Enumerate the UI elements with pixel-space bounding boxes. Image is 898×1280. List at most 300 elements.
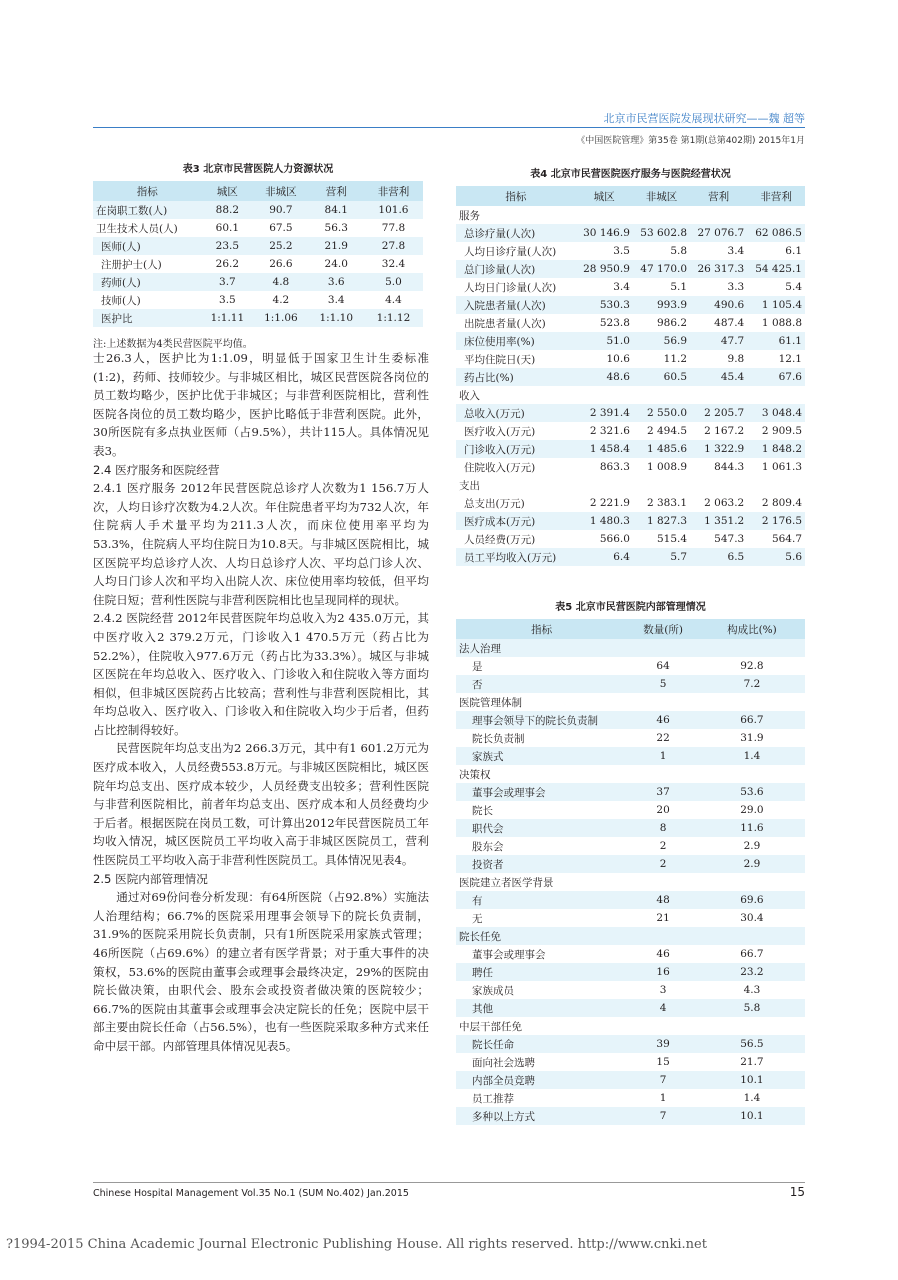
cell-value: 61.1 <box>747 332 805 350</box>
table-row <box>456 1035 805 1053</box>
cell-value <box>699 693 805 711</box>
row-label: 法人治理 <box>456 639 627 657</box>
row-label: 人均日诊疗量(人次) <box>464 245 557 258</box>
cell-value: 66.7 <box>740 948 764 960</box>
row-label: 其他 <box>456 999 627 1017</box>
column-header: 指标 <box>456 186 576 206</box>
cell-value: 26.2 <box>215 258 240 270</box>
row-label: 入院患者量(人次) <box>456 296 576 314</box>
cell-value: 62 086.5 <box>747 224 805 242</box>
cell-value: 10.6 <box>606 353 630 365</box>
table-row <box>456 440 805 458</box>
cell-value: 9.8 <box>727 353 745 365</box>
cell-value <box>633 386 690 404</box>
table-row <box>93 291 423 309</box>
cell-value: 21.7 <box>740 1056 764 1068</box>
row-label: 注册护士(人) <box>101 258 162 271</box>
cell-value: 3.5 <box>219 294 236 306</box>
cell-value: 3 <box>659 984 667 996</box>
row-label: 决策权 <box>459 768 491 781</box>
cell-value: 7.2 <box>699 675 805 693</box>
cell-value: 986.2 <box>657 317 688 329</box>
table-row <box>93 273 423 291</box>
cell-value: 1 848.2 <box>747 440 805 458</box>
cell-value <box>576 386 633 404</box>
cell-value: 31.9 <box>740 732 764 744</box>
cell-value: 16 <box>627 963 698 981</box>
row-label: 医院建立者医学背景 <box>459 876 554 889</box>
paragraph: 民营医院年均总支出为2 266.3万元，其中有1 601.2万元为医疗成本收入，人员经费553.8万元。与非城区医院相比，城区医院年均总支出、医疗成本较少，人员经费支出较多；营利性医院与非营利医院相比，前者年均总支出、医疗成本和人员经费均少于后者。根据医院在岗员工数，可计算出2012年民营医院员工年均收入情况，城区医院员工平均收入高于非城区医院员工，营利性医院员工平均收入高于非营利性医院员工。具体情况见表4。 <box>93 741 429 868</box>
cell-value: 56.9 <box>633 332 690 350</box>
cell-value <box>747 476 805 494</box>
cell-value: 10.1 <box>699 1107 805 1125</box>
cell-value <box>627 1017 698 1035</box>
row-label: 理事会领导下的院长负责制 <box>456 711 627 729</box>
cell-value: 46 <box>656 948 670 960</box>
row-label: 职代会 <box>456 819 627 837</box>
table-row <box>456 639 805 657</box>
table-row <box>456 476 805 494</box>
column-header: 非营利 <box>747 186 805 206</box>
cell-value: 5.0 <box>364 273 423 291</box>
cell-value: 20 <box>656 804 670 816</box>
row-label: 投资者 <box>456 855 627 873</box>
table-row <box>456 927 805 945</box>
cell-value: 4.4 <box>385 294 402 306</box>
cell-value: 24.0 <box>324 258 348 270</box>
row-label: 医疗收入(万元) <box>464 425 536 438</box>
running-header-title: 北京市民营医院发展现状研究——魏 超等 <box>603 112 805 125</box>
cell-value: 6.4 <box>576 548 633 566</box>
column-header: 非城区 <box>253 181 308 201</box>
row-label: 支出 <box>456 476 576 494</box>
cell-value: 45.4 <box>690 368 747 386</box>
cell-value: 48 <box>627 891 698 909</box>
row-label: 总支出(万元) <box>464 497 525 510</box>
column-header: 指标 <box>456 619 627 639</box>
table-header-row <box>456 619 805 639</box>
cell-value: 48.6 <box>576 368 633 386</box>
cell-value: 2.9 <box>743 840 761 852</box>
table-row <box>456 332 805 350</box>
cell-value: 53 602.8 <box>633 224 690 242</box>
row-label: 院长 <box>472 804 493 817</box>
cell-value <box>690 206 747 224</box>
table-row <box>456 693 805 711</box>
cell-value <box>747 206 805 224</box>
table-row <box>456 801 805 819</box>
table-row <box>456 747 805 765</box>
table-row <box>456 1017 805 1035</box>
row-label: 药占比(%) <box>456 368 576 386</box>
table-row <box>93 201 423 219</box>
table-row <box>456 368 805 386</box>
cell-value: 2 391.4 <box>576 404 633 422</box>
cell-value: 54 425.1 <box>747 260 805 278</box>
cell-value: 67.5 <box>269 222 293 234</box>
column-header: 构成比(%) <box>699 619 805 639</box>
cell-value: 29.0 <box>740 804 764 816</box>
column-header: 指标 <box>93 181 202 201</box>
row-label: 总诊疗量(人次) <box>456 224 576 242</box>
table-row <box>456 206 805 224</box>
section-heading: 2.4 医疗服务和医院经营 <box>93 462 220 477</box>
cell-value: 90.7 <box>253 201 308 219</box>
row-label: 是 <box>472 660 483 673</box>
table3-caption: 表3 北京市民营医院人力资源状况 <box>182 164 334 175</box>
table-row <box>456 729 805 747</box>
table-row <box>456 530 805 548</box>
cell-value: 30 146.9 <box>576 224 633 242</box>
cell-value <box>627 927 698 945</box>
cell-value: 22 <box>656 732 670 744</box>
table-header-row <box>93 181 423 201</box>
cell-value: 60.5 <box>633 368 690 386</box>
cell-value: 3.7 <box>202 273 254 291</box>
cell-value: 3 048.4 <box>747 404 805 422</box>
table-row <box>456 242 805 260</box>
cell-value: 101.6 <box>364 201 423 219</box>
cell-value: 566.0 <box>599 533 630 545</box>
column-header: 营利 <box>690 186 747 206</box>
cell-value: 11.6 <box>699 819 805 837</box>
cell-value: 15 <box>656 1056 670 1068</box>
cell-value: 2 205.7 <box>690 404 747 422</box>
row-label: 药师(人) <box>93 273 202 291</box>
table-row <box>456 1053 805 1071</box>
row-label: 卫生技术人员(人) <box>96 222 178 235</box>
cell-value: 46 <box>627 711 698 729</box>
row-label: 院长任免 <box>456 927 627 945</box>
cell-value: 2 550.0 <box>633 404 690 422</box>
row-label: 技师(人) <box>101 294 141 307</box>
table-row <box>456 657 805 675</box>
cell-value: 8 <box>627 819 698 837</box>
cell-value: 23.5 <box>202 237 254 255</box>
table-row <box>456 765 805 783</box>
page-number: 15 <box>789 1185 805 1199</box>
table-row <box>456 675 805 693</box>
column-header: 非城区 <box>633 186 690 206</box>
row-label: 有 <box>456 891 627 909</box>
row-label: 员工平均收入(万元) <box>456 548 576 566</box>
row-label: 收入 <box>456 386 576 404</box>
footer-rule <box>93 1182 805 1183</box>
table-row <box>456 422 805 440</box>
table3-note: 注:上述数据为4类民营医院平均值。 <box>93 339 253 350</box>
table-row <box>456 837 805 855</box>
cell-value <box>627 639 698 657</box>
table-row <box>456 963 805 981</box>
cell-value: 993.9 <box>633 296 690 314</box>
cell-value: 47.7 <box>690 332 747 350</box>
cell-value: 5.7 <box>633 548 690 566</box>
cell-value: 2 221.9 <box>589 497 630 509</box>
table-row <box>456 386 805 404</box>
cell-value: 10.1 <box>699 1071 805 1089</box>
table-row <box>456 855 805 873</box>
cell-value: 1:1.06 <box>253 309 308 327</box>
cell-value: 12.1 <box>778 353 802 365</box>
cell-value: 547.3 <box>714 533 745 545</box>
row-label: 董事会或理事会 <box>472 948 546 961</box>
body-text <box>93 349 429 1056</box>
cell-value <box>627 873 698 891</box>
cell-value: 1:1.12 <box>364 309 423 327</box>
paragraph: 士26.3人，医护比为1:1.09，明显低于国家卫生计生委标准(1:2)，药师、技师较少。与非城区相比，城区民营医院各岗位的员工数均略少，医护比优于非城区；与非营利医院相比，营利性医院各岗位的员工数均略少，医护比略低于非营利医院。此外，30所医院有多点执业医师（占9.5%），共计115人。具体情况见表3。 <box>93 351 429 458</box>
table-row <box>456 458 805 476</box>
cell-value: 32.4 <box>381 258 406 270</box>
table-row <box>93 237 423 255</box>
table-row <box>456 494 805 512</box>
cell-value: 7 <box>627 1107 698 1125</box>
cell-value: 3.4 <box>613 281 630 293</box>
row-label: 人均日门诊量(人次) <box>464 281 557 294</box>
cell-value: 2 <box>659 840 667 852</box>
cell-value <box>576 206 633 224</box>
row-label: 聘任 <box>456 963 627 981</box>
table-row <box>456 548 805 566</box>
cell-value: 47 170.0 <box>633 260 690 278</box>
cell-value: 1 480.3 <box>576 512 633 530</box>
cell-value: 11.2 <box>663 353 688 365</box>
column-header: 非营利 <box>364 181 423 201</box>
cell-value: 1 <box>627 747 698 765</box>
cell-value: 5.1 <box>670 281 688 293</box>
table5-caption: 表5 北京市民营医院内部管理情况 <box>555 602 706 613</box>
cell-value: 3.4 <box>327 294 345 306</box>
cell-value: 1 827.3 <box>633 512 690 530</box>
cell-value: 1:1.10 <box>309 309 364 327</box>
cell-value: 25.2 <box>253 237 308 255</box>
table-row <box>456 296 805 314</box>
table3 <box>93 181 423 327</box>
cell-value: 4.8 <box>253 273 308 291</box>
cell-value: 28 950.9 <box>576 260 633 278</box>
cell-value: 60.1 <box>215 222 240 234</box>
cell-value: 5.6 <box>747 548 805 566</box>
row-label: 面向社会选聘 <box>472 1056 535 1069</box>
table-row <box>456 512 805 530</box>
cell-value: 7 <box>627 1071 698 1089</box>
column-header: 数量(所) <box>627 619 698 639</box>
row-label: 多种以上方式 <box>456 1107 627 1125</box>
cell-value: 5 <box>627 675 698 693</box>
cell-value: 2 809.4 <box>761 497 802 509</box>
cell-value: 1 008.9 <box>646 461 688 473</box>
cell-value: 5.4 <box>785 281 802 293</box>
cell-value: 77.8 <box>381 222 406 234</box>
row-label: 董事会或理事会 <box>456 783 627 801</box>
cell-value: 2 167.2 <box>704 425 745 437</box>
row-label: 家族成员 <box>472 984 514 997</box>
table-row <box>456 224 805 242</box>
table-row <box>456 278 805 296</box>
cell-value: 6.5 <box>690 548 747 566</box>
cell-value: 2 176.5 <box>747 512 805 530</box>
row-label: 总收入(万元) <box>456 404 576 422</box>
table-row <box>456 1107 805 1125</box>
table-row <box>456 1071 805 1089</box>
row-label: 家族式 <box>456 747 627 765</box>
cell-value: 56.5 <box>699 1035 805 1053</box>
cell-value: 1 458.4 <box>576 440 633 458</box>
table5-block <box>456 598 805 1125</box>
cell-value <box>699 765 805 783</box>
cell-value: 2 <box>627 855 698 873</box>
row-label: 股东会 <box>472 840 504 853</box>
row-label: 人员经费(万元) <box>464 533 536 546</box>
cell-value: 37 <box>627 783 698 801</box>
cell-value: 1:1.11 <box>202 309 254 327</box>
table3-block <box>93 160 423 350</box>
row-label: 在岗职工数(人) <box>93 201 202 219</box>
table-row <box>456 314 805 332</box>
cell-value: 3.3 <box>727 281 745 293</box>
cell-value: 3.5 <box>613 245 630 257</box>
cell-value: 2 909.5 <box>761 425 802 437</box>
cell-value <box>633 476 690 494</box>
row-label: 内部全员竞聘 <box>456 1071 627 1089</box>
cell-value <box>576 476 633 494</box>
cell-value: 2 321.6 <box>589 425 630 437</box>
cell-value <box>627 693 698 711</box>
cell-value: 4.2 <box>272 294 290 306</box>
cell-value: 39 <box>627 1035 698 1053</box>
paragraph: 2.4.2 医院经营 2012年民营医院年均总收入为2 435.0万元，其中医疗收入2 379.2万元，门诊收入1 470.5万元（药占比为52.2%），住院收入977.6万元（药占比为33.3%）。城区与非城区医院在年均总收入、医疗收入、门诊收入和住院收入等方面均相似，但非城区医院药占比较高；营利性与非营利医院相比，其年均总收入、医疗收入、门诊收入和住院收入均少于后者，但药占比控制得较好。 <box>93 611 429 737</box>
cell-value: 5.8 <box>699 999 805 1017</box>
row-label: 总门诊量(人次) <box>456 260 576 278</box>
row-label: 无 <box>472 912 483 925</box>
cell-value <box>747 386 805 404</box>
column-header: 营利 <box>309 181 364 201</box>
table-row <box>93 309 423 327</box>
table-row <box>456 891 805 909</box>
cell-value <box>699 873 805 891</box>
cell-value: 30.4 <box>740 912 764 924</box>
cell-value: 1 322.9 <box>690 440 747 458</box>
paragraph: 通过对69份问卷分析发现：有64所医院（占92.8%）实施法人治理结构；66.7%的医院采用理事会领导下的院长负责制，31.9%的医院采用院长负责制，只有1所医院采用家族式管理；46所医院（占69.6%）的建立者有医学背景；对于重大事件的决策权，53.6%的医院由董事会或理事会最终决定，29%的医院由院长做决策，由职代会、股东会或投资者做决策的医院较少；66.7%的医院由其董事会或理事会决定院长的任免；医院中层干部主要由院长任命（占56.5%），也有一些医院采取多种方式来任命中层干部。内部管理具体情况见表5。 <box>93 890 429 1053</box>
copyright-line: ?1994-2015 China Academic Journal Electronic Publishing House. All rights reserved. http://www.cnki.net <box>6 1237 707 1252</box>
column-header: 城区 <box>576 186 633 206</box>
table-row <box>456 999 805 1017</box>
cell-value: 56.3 <box>324 222 348 234</box>
table-row <box>456 981 805 999</box>
row-label: 服务 <box>456 206 576 224</box>
table-row <box>456 260 805 278</box>
row-label: 平均住院日(天) <box>464 353 536 366</box>
cell-value: 1 105.4 <box>747 296 805 314</box>
cell-value: 1 <box>659 1092 667 1104</box>
cell-value: 92.8 <box>740 660 764 672</box>
cell-value <box>690 386 747 404</box>
row-label: 中层干部任免 <box>459 1020 522 1033</box>
cell-value: 564.7 <box>771 533 802 545</box>
row-label: 院长任命 <box>456 1035 627 1053</box>
cell-value <box>690 476 747 494</box>
table5 <box>456 619 805 1125</box>
cell-value <box>699 927 805 945</box>
cell-value: 53.6 <box>699 783 805 801</box>
table-row <box>93 255 423 273</box>
cell-value: 66.7 <box>699 711 805 729</box>
table-row <box>456 909 805 927</box>
cell-value: 530.3 <box>576 296 633 314</box>
row-label: 出院患者量(人次) <box>464 317 546 330</box>
table-row <box>456 819 805 837</box>
table-row <box>93 219 423 237</box>
cell-value: 3.4 <box>727 245 745 257</box>
cell-value: 67.6 <box>747 368 805 386</box>
cell-value: 4.3 <box>743 984 761 996</box>
cell-value: 51.0 <box>576 332 633 350</box>
table-row <box>456 404 805 422</box>
cell-value: 1 061.3 <box>761 461 802 473</box>
table-row <box>456 783 805 801</box>
cell-value: 523.8 <box>599 317 630 329</box>
row-label: 否 <box>456 675 627 693</box>
cell-value: 487.4 <box>714 317 745 329</box>
table4-block <box>456 165 805 566</box>
cell-value: 2.9 <box>699 855 805 873</box>
table-row <box>456 945 805 963</box>
paragraph: 2.4.1 医疗服务 2012年民营医院总诊疗人次数为1 156.7万人次，人均日诊疗次数为4.2人次。年住院患者平均为732人次，年住院病人手术量平均为211.3人次，而床位使用率平均为53.3%，住院病人平均住院日为10.8天。与非城区医院相比，城区医院平均总诊疗人次、人均日总诊疗人次、平均总门诊人次、人均日门诊人次和平均入出院人次、床位使用率均较低，但平均住院日短；营利性医院与非营利医院相比也呈现同样的现状。 <box>93 481 429 607</box>
table4 <box>456 186 805 566</box>
table-header-row <box>456 186 805 206</box>
cell-value: 21.9 <box>309 237 364 255</box>
table-row <box>456 350 805 368</box>
table4-caption: 表4 北京市民营医院医疗服务与医院经营状况 <box>530 169 731 180</box>
cell-value: 6.1 <box>785 245 802 257</box>
row-label: 院长负责制 <box>472 732 525 745</box>
row-label: 门诊收入(万元) <box>456 440 576 458</box>
cell-value: 88.2 <box>202 201 254 219</box>
cell-value: 5.8 <box>670 245 688 257</box>
cell-value <box>699 639 805 657</box>
cell-value: 2 383.1 <box>646 497 688 509</box>
cell-value: 27 076.7 <box>690 224 747 242</box>
cell-value: 3.6 <box>309 273 364 291</box>
cell-value: 4 <box>627 999 698 1017</box>
row-label: 住院收入(万元) <box>464 461 536 474</box>
row-label: 床位使用率(%) <box>456 332 576 350</box>
cell-value: 1 351.2 <box>690 512 747 530</box>
table-row <box>456 711 805 729</box>
row-label: 医疗成本(万元) <box>456 512 576 530</box>
row-label: 医院管理体制 <box>459 696 522 709</box>
cell-value: 490.6 <box>690 296 747 314</box>
table-row <box>456 873 805 891</box>
column-header: 城区 <box>202 181 254 201</box>
cell-value: 1 485.6 <box>633 440 690 458</box>
cell-value: 1.4 <box>743 1092 761 1104</box>
row-label: 员工推荐 <box>472 1092 514 1105</box>
cell-value: 2 494.5 <box>646 425 688 437</box>
cell-value: 863.3 <box>599 461 630 473</box>
cell-value: 2 063.2 <box>704 497 745 509</box>
cell-value: 27.8 <box>364 237 423 255</box>
cell-value <box>627 765 698 783</box>
cell-value: 21 <box>656 912 670 924</box>
cell-value <box>633 206 690 224</box>
running-header-issue: 《中国医院管理》第35卷 第1期(总第402期) 2015年1月 <box>576 136 805 146</box>
cell-value: 515.4 <box>657 533 688 545</box>
row-label: 医护比 <box>93 309 202 327</box>
cell-value <box>699 1017 805 1035</box>
footer-journal: Chinese Hospital Management Vol.35 No.1 (SUM No.402) Jan.2015 <box>93 1188 409 1199</box>
cell-value: 1 088.8 <box>761 317 802 329</box>
header-rule <box>93 127 805 128</box>
